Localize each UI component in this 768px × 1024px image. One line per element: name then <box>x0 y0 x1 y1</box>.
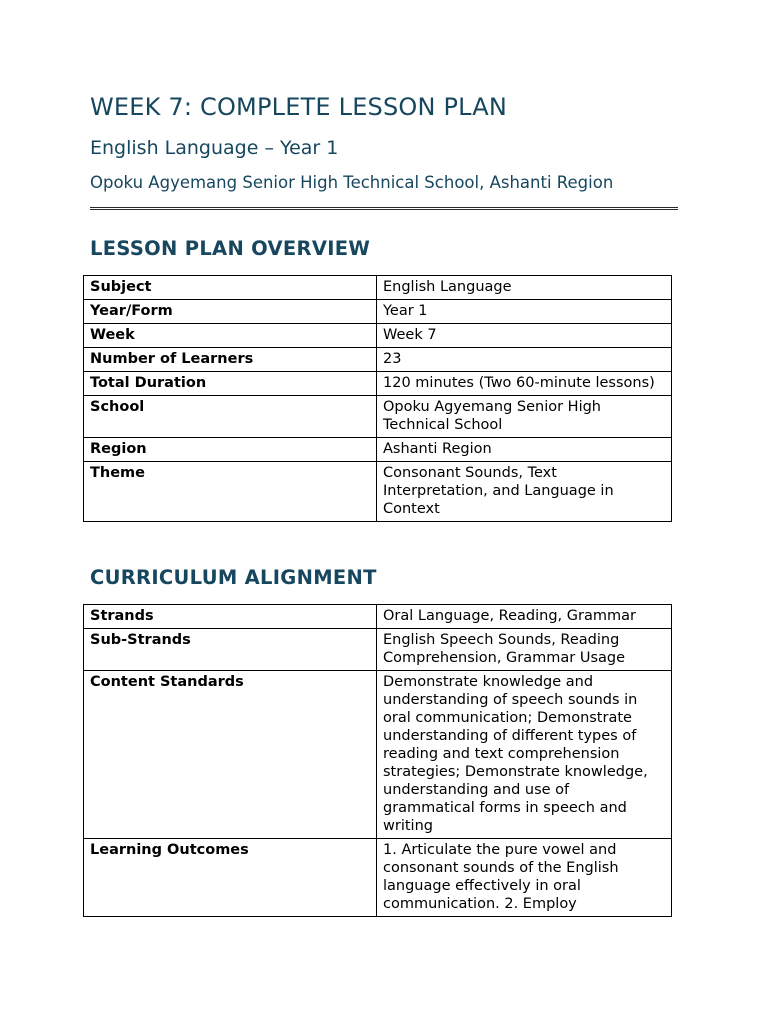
row-value-school: Opoku Agyemang Senior High Technical School <box>377 396 672 438</box>
table-row <box>84 396 672 438</box>
row-label-strands: Strands <box>84 605 377 629</box>
row-label-school: School <box>84 396 377 438</box>
table-row <box>84 348 672 372</box>
table-row <box>84 324 672 348</box>
overview-heading: LESSON PLAN OVERVIEW <box>90 237 371 260</box>
row-value-strands: Oral Language, Reading, Grammar <box>377 605 672 629</box>
alignment-table <box>83 604 672 917</box>
table-row <box>84 438 672 462</box>
row-value-region: Ashanti Region <box>377 438 672 462</box>
row-value-number-of-learners: 23 <box>377 348 672 372</box>
row-label-sub-strands: Sub-Strands <box>84 629 377 671</box>
row-label-year-form: Year/Form <box>84 300 377 324</box>
page-subtitle: English Language – Year 1 <box>90 137 339 159</box>
overview-table <box>83 275 672 522</box>
row-label-theme: Theme <box>84 462 377 522</box>
row-label-region: Region <box>84 438 377 462</box>
row-value-theme: Consonant Sounds, Text Interpretation, and Language in Context <box>377 462 672 522</box>
row-label-number-of-learners: Number of Learners <box>84 348 377 372</box>
table-row <box>84 300 672 324</box>
table-row <box>84 629 672 671</box>
table-row <box>84 462 672 522</box>
page-title: WEEK 7: COMPLETE LESSON PLAN <box>90 93 508 121</box>
row-value-week: Week 7 <box>377 324 672 348</box>
row-value-learning-outcomes: 1. Articulate the pure vowel and consonant sounds of the English language effectively in oral communication. 2. Employ <box>377 839 672 917</box>
table-row <box>84 671 672 839</box>
row-label-total-duration: Total Duration <box>84 372 377 396</box>
row-value-year-form: Year 1 <box>377 300 672 324</box>
row-value-sub-strands: English Speech Sounds, Reading Comprehension, Grammar Usage <box>377 629 672 671</box>
row-label-content-standards: Content Standards <box>84 671 377 839</box>
row-label-learning-outcomes: Learning Outcomes <box>84 839 377 917</box>
row-value-content-standards: Demonstrate knowledge and understanding of speech sounds in oral communication; Demonstrate understanding of different types of reading and text comprehension strategies; Demonstrate knowledge, understanding and use of grammatical forms in speech and writing <box>377 671 672 839</box>
school-line: Opoku Agyemang Senior High Technical School, Ashanti Region <box>90 173 614 192</box>
table-row <box>84 372 672 396</box>
row-value-total-duration: 120 minutes (Two 60-minute lessons) <box>377 372 672 396</box>
row-label-subject: Subject <box>84 276 377 300</box>
table-row <box>84 605 672 629</box>
table-row <box>84 276 672 300</box>
row-label-week: Week <box>84 324 377 348</box>
header-divider <box>90 207 678 210</box>
row-value-subject: English Language <box>377 276 672 300</box>
table-row <box>84 839 672 917</box>
alignment-heading: CURRICULUM ALIGNMENT <box>90 566 377 589</box>
